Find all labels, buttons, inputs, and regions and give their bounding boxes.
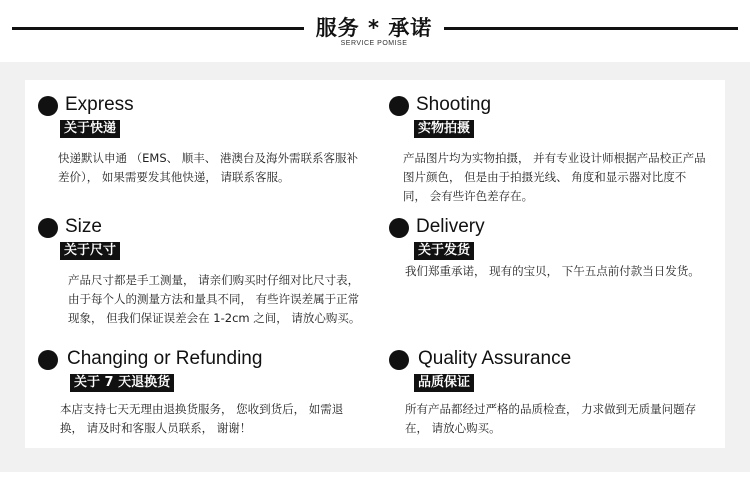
section-description: 快递默认申通 （EMS、 顺丰、 港澳台及海外需联系客服补差价）， 如果需要发其他快递， 请联系客服。: [58, 151, 358, 184]
section-express: [38, 94, 368, 194]
service-card: [25, 80, 725, 448]
bullet-icon: [38, 350, 58, 370]
section-heading: Quality Assurance: [418, 348, 572, 369]
section-tag: 品质保证: [414, 374, 474, 392]
page-header: [0, 0, 750, 62]
section-tag: 关于发货: [414, 242, 474, 260]
section-size: [38, 216, 378, 341]
section-tag: 关于快递: [60, 120, 120, 138]
section-heading: Shooting: [416, 94, 492, 115]
section-heading: Delivery: [416, 216, 485, 237]
bullet-icon: [389, 96, 409, 116]
section-shooting: [389, 94, 719, 204]
bullet-icon: [389, 218, 409, 238]
section-description: 我们郑重承诺， 现有的宝贝， 下午五点前付款当日发货。: [405, 264, 700, 278]
section-tag: 关于 7 天退换货: [70, 374, 174, 392]
section-description: 本店支持七天无理由退换货服务， 您收到货后， 如需退换， 请及时和客服人员联系， 谢谢！: [60, 402, 344, 435]
section-heading: Size: [65, 216, 102, 237]
section-description: 产品尺寸都是手工测量， 请亲们购买时仔细对比尺寸表， 由于每个人的测量方法和量具不同， 有些许误差属于正常现象， 但我们保证误差会在 1-2cm 之间， 请放心购买。: [68, 273, 361, 325]
header-divider-right: [444, 27, 738, 30]
section-description: 所有产品都经过严格的品质检查， 力求做到无质量问题存在， 请放心购买。: [405, 402, 697, 435]
section-tag: 关于尺寸: [60, 242, 120, 260]
section-description: 产品图片均为实物拍摄， 并有专业设计师根据产品校正产品图片颜色， 但是由于拍摄光线、 角度和显示器对比度不同， 会有些许色差存在。: [403, 151, 706, 203]
bullet-icon: [38, 218, 58, 238]
page-subtitle: SERVICE POMISE: [340, 40, 408, 47]
page-title: 服务 * 承诺: [315, 16, 433, 40]
section-heading: Changing or Refunding: [67, 348, 263, 369]
bullet-icon: [389, 350, 409, 370]
bullet-icon: [38, 96, 58, 116]
section-quality-assurance: [389, 348, 719, 448]
section-delivery: [389, 216, 719, 316]
section-changing-refunding: [38, 348, 378, 448]
section-heading: Express: [65, 94, 134, 115]
header-divider-left: [12, 27, 304, 30]
section-tag: 实物拍摄: [414, 120, 474, 138]
